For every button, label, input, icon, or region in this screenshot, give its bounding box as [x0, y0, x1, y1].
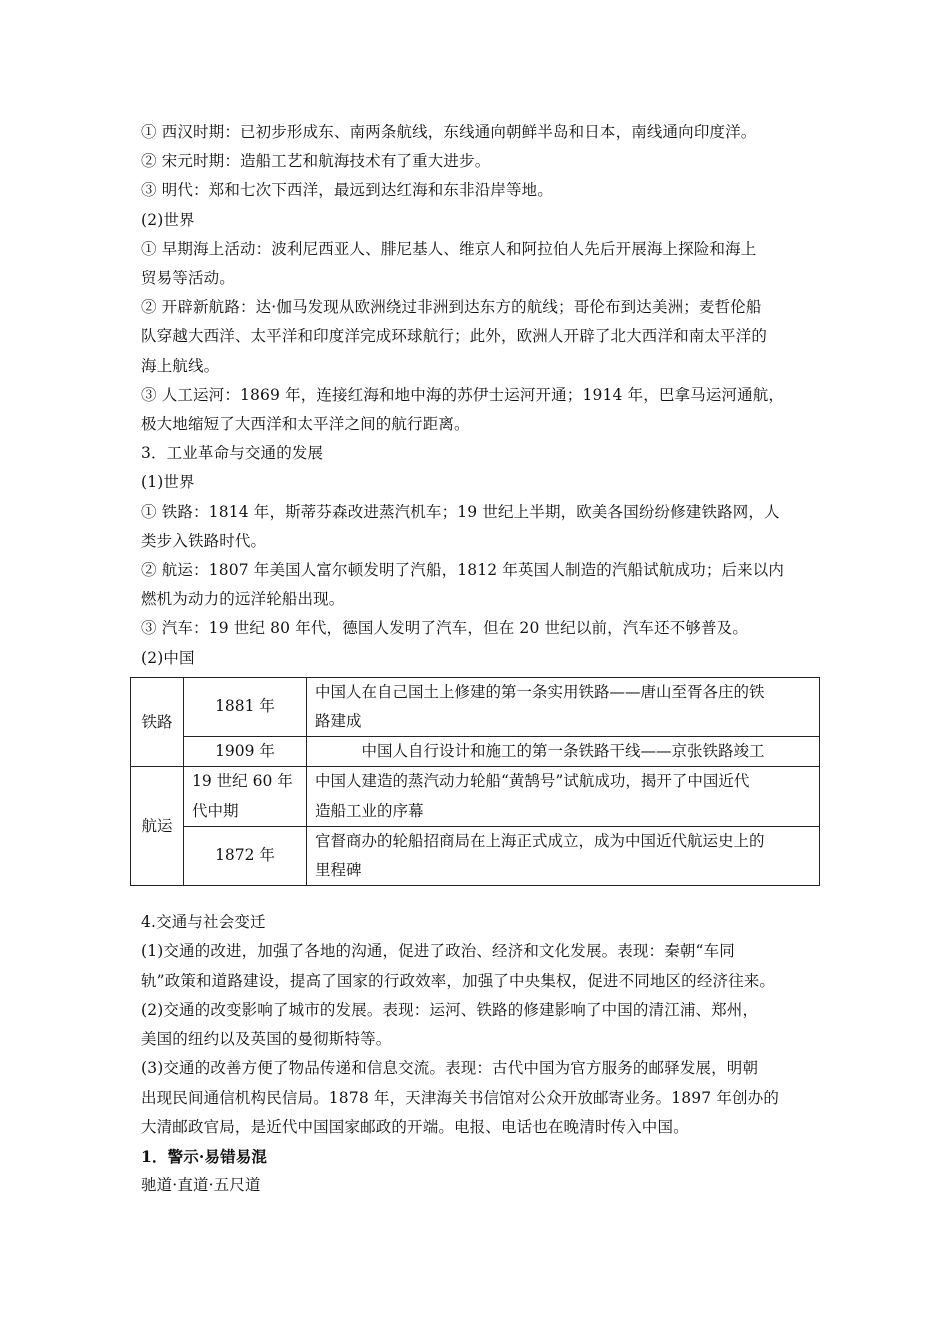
text-line: (3)交通的改善方便了物品传递和信息交流。表现：古代中国为官方服务的邮驿发展，明朝 [141, 1059, 759, 1078]
text-line: ③ 人工运河：1869 年，连接红海和地中海的苏伊士运河开通；1914 年，巴拿马运河通航， [141, 385, 785, 404]
subheading-world: (1)世界 [141, 473, 195, 492]
event-line: 造船工业的序幕 [315, 801, 424, 820]
subheading-china: (2)中国 [141, 648, 195, 667]
section-heading-4: 4.交通与社会变迁 [141, 913, 266, 932]
document-page [141, 118, 821, 1200]
text-line: 美国的纽约以及英国的曼彻斯特等。 [141, 1030, 392, 1049]
year-cell [184, 767, 307, 826]
text-line: ① 铁路：1814 年，斯蒂芬森改进蒸汽机车；19 世纪上半期，欧美各国纷纷修建铁路网，人 [141, 502, 780, 521]
category-cell-shipping: 航运 [131, 767, 184, 886]
table-row [131, 737, 820, 767]
text-line: 燃机为动力的远洋轮船出现。 [141, 590, 345, 609]
text-line: ② 开辟新航路：达·伽马发现从欧洲绕过非洲到达东方的航线；哥伦布到达美洲；麦哲伦船 [141, 298, 762, 317]
text-line: (1)交通的改进，加强了各地的沟通，促进了政治、经济和文化发展。表现：秦朝“车同 [141, 942, 735, 961]
year-line: 代中期 [192, 801, 239, 820]
year-cell: 1872 年 [184, 826, 307, 885]
year-line: 19 世纪 60 年 [192, 772, 293, 791]
top-paragraphs [141, 118, 821, 673]
china-transport-table [130, 677, 820, 886]
event-cell [307, 767, 820, 826]
event-line: 路建成 [315, 712, 362, 731]
year-cell: 1881 年 [184, 677, 307, 736]
category-cell-railway: 铁路 [131, 677, 184, 767]
spacer [141, 886, 821, 908]
text-line: ② 宋元时期：造船工艺和航海技术有了重大进步。 [141, 152, 491, 171]
text-line: 出现民间通信机构民信局。1878 年，天津海关书信馆对公众开放邮寄业务。1897 年创办的 [141, 1088, 779, 1107]
text-line: ③ 汽车：19 世纪 80 年代，德国人发明了汽车，但在 20 世纪以前，汽车还不够普及。 [141, 619, 748, 638]
text-line: 海上航线。 [141, 356, 220, 375]
text-line: 驰道·直道·五尺道 [141, 1176, 261, 1195]
table-row [131, 677, 820, 736]
year-cell: 1909 年 [184, 737, 307, 767]
table-row [131, 826, 820, 885]
event-line: 中国人在自己国土上修建的第一条实用铁路——唐山至胥各庄的铁 [315, 682, 765, 701]
text-line: 类步入铁路时代。 [141, 531, 267, 550]
text-line: 极大地缩短了大西洋和太平洋之间的航行距离。 [141, 415, 470, 434]
subheading-world: (2)世界 [141, 210, 195, 229]
text-line: ① 早期海上活动：波利尼西亚人、腓尼基人、维京人和阿拉伯人先后开展海上探险和海上 [141, 239, 757, 258]
table-row [131, 767, 820, 826]
event-line: 官督商办的轮船招商局在上海正式成立，成为中国近代航运史上的 [315, 831, 765, 850]
text-line: ③ 明代：郑和七次下西洋，最远到达红海和东非沿岸等地。 [141, 181, 553, 200]
event-cell: 中国人自行设计和施工的第一条铁路干线——京张铁路竣工 [307, 737, 820, 767]
event-line: 里程碑 [315, 861, 362, 880]
text-line: ① 西汉时期：已初步形成东、南两条航线，东线通向朝鲜半岛和日本，南线通向印度洋。 [141, 123, 757, 141]
text-line: 轨”政策和道路建设，提高了国家的行政效率，加强了中央集权，促进不同地区的经济往来。 [141, 971, 776, 990]
text-line: 大清邮政官局，是近代中国国家邮政的开端。电报、电话也在晚清时传入中国。 [141, 1117, 689, 1136]
text-line: ② 航运：1807 年美国人富尔顿发明了汽船，1812 年英国人制造的汽船试航成功；后来以内 [141, 561, 785, 580]
text-line: 贸易等活动。 [141, 269, 235, 288]
text-line: 队穿越大西洋、太平洋和印度洋完成环球航行；此外，欧洲人开辟了北大西洋和南太平洋的 [141, 327, 768, 346]
event-line: 中国人建造的蒸汽动力轮船“黄鹄号”试航成功，揭开了中国近代 [315, 772, 750, 791]
text-line: (2)交通的改变影响了城市的发展。表现：运河、铁路的修建影响了中国的清江浦、郑州， [141, 1000, 759, 1019]
section-heading-3: 3．工业革命与交通的发展 [141, 444, 324, 463]
event-cell [307, 826, 820, 885]
warning-heading: 1．警示·易错易混 [141, 1146, 268, 1166]
bottom-paragraphs [141, 908, 821, 1200]
event-cell [307, 677, 820, 736]
